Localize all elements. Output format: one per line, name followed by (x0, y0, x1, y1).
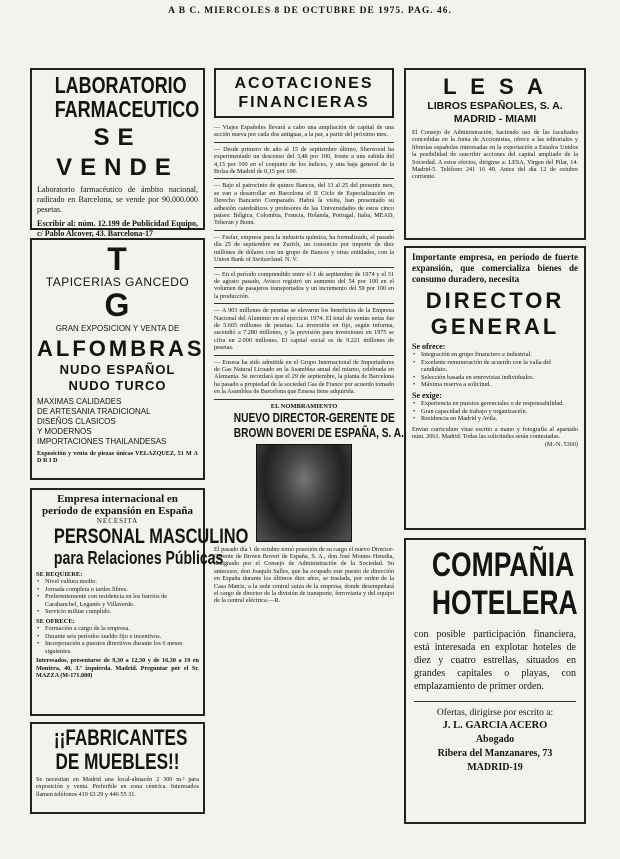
emp-line-2: período de expansión en España (42, 505, 193, 517)
lesa-title: L E S A (443, 74, 547, 99)
tapicerias-ad (30, 238, 205, 480)
dir-req-heading: Se exige: (412, 390, 442, 400)
fab-body: Se necesitan en Madrid una local-almacén 2 300 m.² para exposición y venta. Preferible en zona céntrica. Interesados llamen teléfonos 419 63 29 y 446 55 31. (36, 776, 199, 798)
lesa-ad (404, 68, 586, 240)
emp-footer: Interesados, presentarse de 9,30 a 12,30 y de 16,30 a 19 en Montera, 40, 3.ª izquierda. Madrid. Preguntar por el Sr. MAZZA (M-171.080) (36, 657, 199, 680)
hotelera-ad (404, 538, 586, 824)
acotaciones-title-box (214, 68, 394, 118)
gerente-body: El pasado día 1 de octubre tomó posesión de su cargo el nuevo Director-Gerente de Brown Boveri de España, S. A., don José Montes Heredia, designado por el Consejo de Administración de la Sociedad. Su antecesor, don Joaquín Salles, que ha ocupado este puesto de dirección en España durante los últimos diez años, se traslada, por orden de la Casa Matriz, a la sede central suiza de la empresa, donde desempeñará el cargo de director de la división de transporte, ferroviaria y del equipo de la central eléctrica.—R. (214, 545, 394, 605)
laboratorio-ad (30, 68, 205, 238)
list-item: • Jornada completa o tardes libres. (36, 586, 199, 594)
list-item: • Residencia en Madrid y Avila. (412, 415, 578, 423)
list-item: • Preferentemente con residencia en los barrios de Carabanchel, Leganés y Villaverde. (36, 593, 199, 608)
hot-title-1: COMPAÑIA (431, 546, 575, 584)
dir-title-1: DIRECTOR (425, 288, 565, 313)
emp-necesita: NECESITA (96, 517, 139, 525)
aco-para: — A 903 millones de pesetas se elevaron los beneficios de la Empresa Nacional del Aluminio en el ejercicio 1974. El total de ventas netas fue de 5.665 millones de pesetas. La inversión en fijo, según informa, ascendió a 7.280 millones, y la previsión para inversiones en 1975 se cifra en 2.000 millones. El capital social es de 9.221 millones de pesetas. (214, 307, 394, 352)
emp-personal-masculino: PERSONAL MASCULINO (53, 525, 249, 548)
aco-para: — En el período comprendido entre el 1 de septiembre de 1974 y el 31 de agosto pasado, Avisco registró un aumento del 54 por 100 en el volumen de pasajeros transportados y un incremento del 59 por 100 en la producción. (214, 270, 394, 300)
aco-para: — Fasfar, empresa para la industria química, ha formalizado, el pasado día 25 de septiembre en Zurich, un consorcio por importe de diez millones de dólares con un grupo de Bancos y otras entidades, con la Union Bank of Switzerland. N. V. (214, 233, 394, 264)
list-item: • Integración en grupo financiero e industrial. (412, 351, 578, 359)
director-general-ad (404, 246, 586, 530)
divider (214, 267, 394, 268)
tap-line: IMPORTACIONES THAILANDESAS (37, 437, 167, 446)
lab-contact: Escribir al: núm. 12.199 de Publicidad Equipo, c/ Pablo Alcover, 43. Barcelona-17 (37, 219, 198, 238)
dir-intro: Importante empresa, en período de fuerte expansión, que comercializa bienes de consumo duradero, necesita (412, 252, 578, 284)
lab-title-1: LABORATORIO (54, 72, 187, 98)
tap-line: DISEÑOS CLASICOS (37, 417, 116, 426)
divider (214, 399, 394, 400)
dir-req-list (412, 400, 578, 423)
tap-line: Y MODERNOS (37, 427, 92, 436)
emp-req-list (36, 578, 199, 616)
lesa-body: El Consejo de Administración, haciendo uso de las facultades concedidas en la Junta de Accionistas, ofrece a las editoriales y librerías españolas interesadas en la exportación a Estados Unidos la posibilidad de suscribir acciones del capital ampliado de la Sociedad. A estos efectos, dirigirse a: LESA, Virgen del Pilar, 14. Madrid-5. Teléfono 241 16 49. Antes del día 12 de octubre corriente. (412, 129, 578, 181)
aco-para: — Ensesa ha sido admitida en el Grupo Internacional de Importadores de Gas Natural Licuado en la Asamblea anual del mismo, celebrada en Alemania. Se recordará que el 29 de septiembre, la planta de Barcelona ha pasado a propiedad de la sociedad Gas de France por acuerdo tomado en la Asamblea de Barcelona que Ensesa tiene adquirida. (214, 358, 394, 396)
tap-alfombras: ALFOMBRAS (37, 336, 205, 361)
divider (214, 178, 394, 179)
hot-ofertas: Ofertas, dirigirse por escrito a: (436, 708, 554, 718)
emp-off-heading: SE OFRECE: (36, 617, 75, 625)
dir-off-list (412, 351, 578, 389)
emp-line-1: Empresa internacional en (57, 493, 178, 505)
tap-logo-t: T (107, 241, 128, 277)
gerente-title-1: NUEVO DIRECTOR-GERENTE DE (233, 409, 395, 425)
tap-exposicion: GRAN EXPOSICION Y VENTA DE (55, 324, 180, 333)
tap-logo-g: G (104, 287, 131, 323)
hot-city: MADRID-19 (467, 762, 523, 773)
list-item: • Nivel cultura medio. (36, 578, 199, 586)
acotaciones-title: ACOTACIONES FINANCIERAS (234, 75, 374, 111)
divider (214, 355, 394, 356)
personal-masculino-ad (30, 488, 249, 716)
list-item: • Máxima reserva a solicitud. (412, 381, 578, 389)
fabricantes-ad (30, 722, 205, 814)
tap-footer: Exposición y venta de piezas únicas VELAZQUEZ, 51 M A D R I D (37, 450, 198, 465)
lab-title-2: FARMACEUTICO (54, 96, 200, 122)
aco-para: — Desde primero de año al 15 de septiembre último, Sherwood ha experimentado un descenso del 3,48 por 100, frente a una subida del 4,13 por 100 en el conjunto de los índices, y una baja general de la Bolsa de Madrid de 0,15 por 100. (214, 145, 394, 176)
lab-body: Laboratorio farmacéutico de ámbito nacional, radicado en Barcelona, se vende por 90.000.000 pesetas. (37, 185, 198, 214)
hot-profession: Abogado (475, 734, 515, 745)
hot-title-2: HOTELERA (431, 584, 578, 622)
divider (414, 701, 576, 702)
tap-name: TAPICERIAS GANCEDO (45, 275, 190, 289)
list-item: • Excelente remuneración de acuerdo con la valía del candidato. (412, 359, 578, 374)
aco-para: — Viajes Españoles llevará a cabo una ampliación de capital de una acción nueva por cada dos antiguas, a la par, a partir del próximo mes. (214, 124, 394, 139)
tap-line: MAXIMAS CALIDADES (37, 397, 122, 406)
list-item: • Experiencia en puestos gerenciales o de responsabilidad. (412, 400, 578, 408)
fab-line-1: ¡¡FABRICANTES (53, 725, 188, 750)
lesa-subtitle: LIBROS ESPAÑOLES, S. A. (427, 100, 563, 112)
lab-se-vende: SE VENDE (56, 124, 179, 181)
hot-address: Ribera del Manzanares, 73 (437, 748, 553, 759)
hot-body: con posible participación financiera, está interesada en explotar hoteles de diez y cuatro estrellas, situados en grandes capitales o playas, con emplazamiento de primer orden. (414, 629, 576, 692)
dir-footer: Enviar curriculum vitae escrito a mano y fotografía al apartado núm. 2061. Madrid. Todas las solicitudes serán contestadas. (412, 425, 578, 441)
gerente-kicker: EL NOMBRAMIENTO (270, 402, 338, 410)
emp-req-heading: SE REQUIERE: (36, 571, 83, 578)
aco-para: — Bajo el patrocinio de quince Bancos, del 13 al 25 del presente mes, se van a desarrollar en Barcelona el II Ciclo de Especialización en Derecho Bancario Comparado. Habrá la visita, han presentado su adhesión catedráticos y profesores de las Universidades de estos cinco países: Bélgica, Colombia, Francia, Holanda, Portugal, Italia, MEAD, Teheran y Bonn. (214, 182, 394, 227)
divider (214, 303, 394, 304)
tap-nudo-espanol: NUDO ESPAÑOL (59, 362, 176, 377)
list-item: • Incorporación a puestos directivos durante los 6 meses siguientes. (36, 640, 199, 655)
portrait-photo (256, 444, 352, 542)
acotaciones-column (214, 68, 404, 823)
fab-line-2: DE MUEBLES!! (55, 749, 180, 774)
emp-relaciones-publicas: para Relaciones Públicas (53, 548, 224, 568)
list-item: • Selección basada en entrevistas individuales. (412, 374, 578, 382)
list-item: • Gran capacidad de trabajo y organización. (412, 408, 578, 416)
list-item: • Formación a cargo de la empresa. (36, 625, 199, 633)
tap-line: DE ARTESANIA TRADICIONAL (37, 407, 151, 416)
list-item: • Durante seis períodos sueldo fijo e incentivos. (36, 633, 199, 641)
list-item: • Servicio militar cumplido. (36, 608, 199, 616)
dir-ref: (M.-N. 5360) (544, 440, 578, 448)
hot-name: J. L. GARCIA ACERO (442, 720, 548, 731)
gerente-title-2: BROWN BOVERI DE ESPAÑA, S. A. (233, 424, 404, 440)
tap-nudo-turco: NUDO TURCO (68, 378, 167, 393)
dir-title-2: GENERAL (430, 314, 560, 339)
lesa-cities: MADRID - MIAMI (453, 113, 537, 125)
emp-off-list (36, 625, 199, 655)
dir-off-heading: Se ofrece: (412, 342, 446, 351)
page-header: A B C. MIERCOLES 8 DE OCTUBRE DE 1975. PAG. 46. (168, 6, 452, 16)
divider (214, 230, 394, 231)
divider (214, 142, 394, 143)
